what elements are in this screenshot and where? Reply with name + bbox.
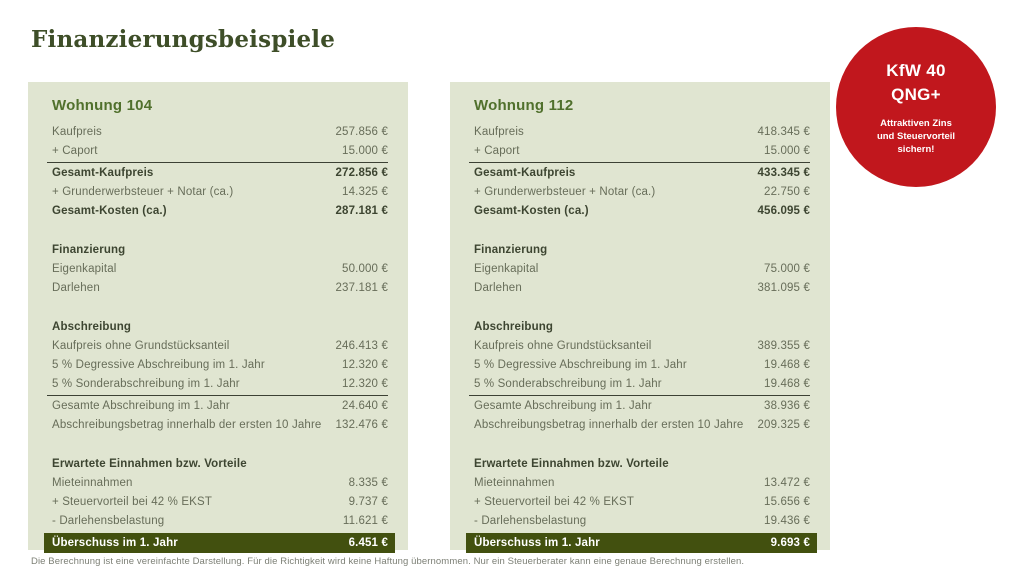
row-label: 5 % Sonderabschreibung im 1. Jahr (52, 378, 240, 390)
row-value: 15.656 € (764, 496, 810, 508)
table-row (474, 356, 810, 375)
row-label: Gesamt-Kaufpreis (474, 167, 576, 179)
panel-title: Wohnung 104 (52, 97, 153, 114)
row-label: Mieteinnahmen (52, 477, 133, 489)
row-value: 389.355 € (757, 340, 810, 352)
row-value: 75.000 € (764, 263, 810, 275)
row-label: 5 % Degressive Abschreibung im 1. Jahr (52, 359, 265, 371)
row-value: 132.476 € (335, 419, 388, 431)
row-label: Kaufpreis (52, 126, 102, 138)
surplus-value: 6.451 € (348, 537, 388, 549)
row-value: 456.095 € (757, 205, 810, 217)
row-label: - Darlehensbelastung (52, 515, 165, 527)
table-row (474, 183, 810, 202)
financing-panel-wohnung-104 (28, 82, 408, 550)
row-value: 14.325 € (342, 186, 388, 198)
row-label: Mieteinnahmen (474, 477, 555, 489)
table-row (474, 474, 810, 493)
table-row (52, 416, 388, 435)
row-label: Darlehen (474, 282, 522, 294)
financing-panel-wohnung-112 (450, 82, 830, 550)
section-heading: Abschreibung (52, 321, 132, 333)
table-row (52, 493, 388, 512)
row-label: Eigenkapital (474, 263, 539, 275)
row-value: 12.320 € (342, 359, 388, 371)
table-row (474, 260, 810, 279)
row-label: + Steuervorteil bei 42 % EKST (52, 496, 212, 508)
row-value: 15.000 € (342, 145, 388, 157)
badge-subtext (877, 117, 955, 156)
row-value: 8.335 € (348, 477, 388, 489)
table-row (52, 123, 388, 142)
row-label: Gesamte Abschreibung im 1. Jahr (52, 400, 230, 412)
table-row (474, 164, 810, 183)
row-label: Gesamt-Kosten (ca.) (52, 205, 167, 217)
divider-rule (469, 162, 810, 163)
table-row (474, 123, 810, 142)
disclaimer-text: Die Berechnung ist eine vereinfachte Darstellung. Für die Richtigkeit wird keine Haftung übernommen. Nur ein Steuerberater kann eine genaue Berechnung erstellen. (31, 556, 745, 567)
row-label: Kaufpreis (474, 126, 524, 138)
row-label: + Caport (474, 145, 520, 157)
table-row (52, 512, 388, 531)
table-row (52, 183, 388, 202)
panel-title: Wohnung 112 (474, 97, 574, 114)
surplus-label: Überschuss im 1. Jahr (474, 537, 600, 549)
badge-title-line1: KfW 40 (886, 60, 946, 80)
row-label: Darlehen (52, 282, 100, 294)
row-label: Gesamt-Kosten (ca.) (474, 205, 589, 217)
row-value: 237.181 € (335, 282, 388, 294)
table-row (474, 493, 810, 512)
section-heading: Erwartete Einnahmen bzw. Vorteile (52, 458, 247, 470)
table-row (474, 202, 810, 221)
row-label: Gesamte Abschreibung im 1. Jahr (474, 400, 652, 412)
badge-subtext-line: und Steuervorteil (876, 130, 956, 142)
table-row (474, 279, 810, 298)
row-value: 15.000 € (764, 145, 810, 157)
row-value: 24.640 € (342, 400, 388, 412)
badge-title-line2: QNG+ (891, 84, 941, 104)
row-value: 418.345 € (757, 126, 810, 138)
badge-subtext-line: Attraktiven Zins (880, 117, 952, 129)
row-label: + Caport (52, 145, 98, 157)
surplus-label: Überschuss im 1. Jahr (52, 537, 178, 549)
table-row (474, 397, 810, 416)
table-row (474, 512, 810, 531)
table-row (52, 337, 388, 356)
row-value: 38.936 € (764, 400, 810, 412)
page-title: Finanzierungsbeispiele (31, 26, 336, 53)
divider-rule (469, 395, 810, 396)
divider-rule (47, 395, 388, 396)
badge-subtext-line: sichern! (897, 143, 935, 155)
table-row (474, 416, 810, 435)
table-row (52, 474, 388, 493)
row-label: 5 % Sonderabschreibung im 1. Jahr (474, 378, 662, 390)
row-value: 19.468 € (764, 359, 810, 371)
table-row (474, 142, 810, 161)
row-value: 12.320 € (342, 378, 388, 390)
row-value: 433.345 € (757, 167, 810, 179)
section-heading: Abschreibung (474, 321, 554, 333)
row-label: 5 % Degressive Abschreibung im 1. Jahr (474, 359, 687, 371)
row-value: 11.621 € (342, 515, 388, 527)
row-label: Gesamt-Kaufpreis (52, 167, 154, 179)
row-label: Abschreibungsbetrag innerhalb der ersten 10 Jahre (52, 419, 322, 431)
table-row (52, 164, 388, 183)
row-value: 257.856 € (335, 126, 388, 138)
row-value: 19.436 € (764, 515, 810, 527)
row-value: 13.472 € (764, 477, 810, 489)
row-value: 381.095 € (757, 282, 810, 294)
row-label: + Grunderwerbsteuer + Notar (ca.) (52, 186, 234, 198)
table-row (52, 375, 388, 394)
table-row (52, 279, 388, 298)
divider-rule (47, 162, 388, 163)
row-label: + Steuervorteil bei 42 % EKST (474, 496, 634, 508)
row-value: 246.413 € (335, 340, 388, 352)
table-row (52, 260, 388, 279)
surplus-bar (44, 533, 395, 553)
surplus-value: 9.693 € (770, 537, 810, 549)
row-label: Kaufpreis ohne Grundstücksanteil (474, 340, 652, 352)
table-row (474, 337, 810, 356)
section-heading: Finanzierung (474, 244, 548, 256)
row-value: 287.181 € (335, 205, 388, 217)
section-heading: Erwartete Einnahmen bzw. Vorteile (474, 458, 669, 470)
table-row (52, 202, 388, 221)
table-row (52, 142, 388, 161)
row-value: 22.750 € (764, 186, 810, 198)
row-label: Eigenkapital (52, 263, 117, 275)
row-value: 50.000 € (342, 263, 388, 275)
row-value: 209.325 € (757, 419, 810, 431)
row-label: - Darlehensbelastung (474, 515, 587, 527)
surplus-bar (466, 533, 817, 553)
row-label: Abschreibungsbetrag innerhalb der ersten 10 Jahre (474, 419, 744, 431)
row-value: 9.737 € (348, 496, 388, 508)
table-row (474, 375, 810, 394)
kfw-badge (836, 27, 996, 187)
table-row (52, 356, 388, 375)
table-row (52, 397, 388, 416)
row-label: + Grunderwerbsteuer + Notar (ca.) (474, 186, 656, 198)
section-heading: Finanzierung (52, 244, 126, 256)
row-value: 272.856 € (335, 167, 388, 179)
row-label: Kaufpreis ohne Grundstücksanteil (52, 340, 230, 352)
row-value: 19.468 € (764, 378, 810, 390)
